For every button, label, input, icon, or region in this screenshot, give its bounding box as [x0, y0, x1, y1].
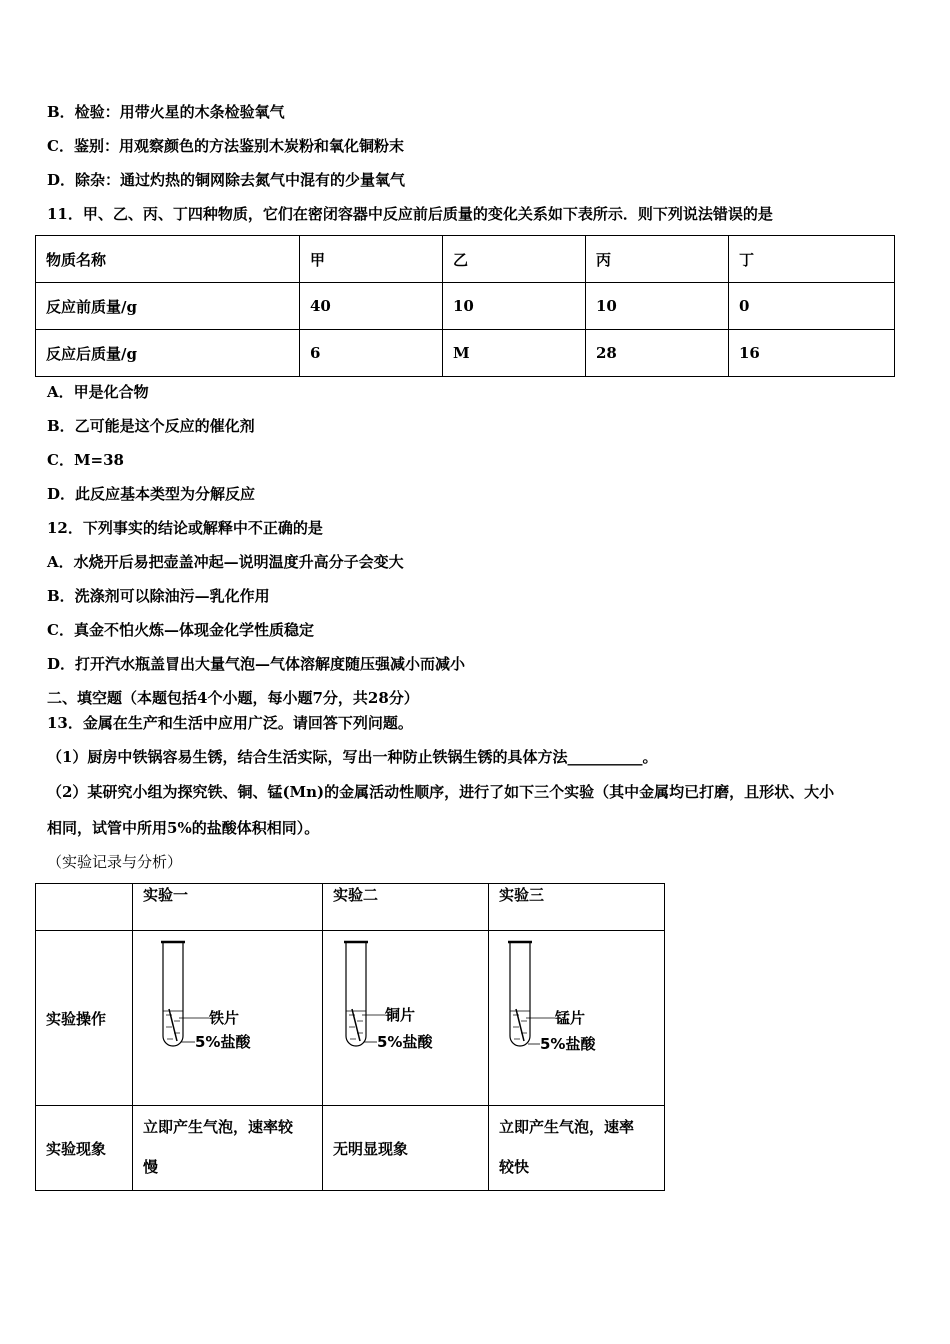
- acid-label: 5%盐酸: [195, 1033, 251, 1051]
- table-cell: [323, 1106, 489, 1191]
- metal-label: 铁片: [209, 1009, 240, 1027]
- table-row: [36, 931, 665, 1106]
- test-tube-iron-diagram: [143, 931, 313, 1101]
- q11-stem: 11．甲、乙、丙、丁四种物质，它们在密闭容器中反应前后质量的变化关系如下表所示．则下列说法错误的是: [47, 205, 773, 223]
- phenomenon-text: 立即产生气泡，速率较: [143, 1118, 294, 1136]
- table-cell: 反应后质量/g: [36, 330, 300, 377]
- q11-option-c: C．M=38: [47, 451, 124, 469]
- q12-option-d: D．打开汽水瓶盖冒出大量气泡—气体溶解度随压强减小而减小: [47, 655, 466, 673]
- table-cell: 0: [729, 283, 895, 330]
- table-cell: 实验操作: [36, 931, 133, 1106]
- table-row: [36, 283, 895, 330]
- table-cell: [133, 931, 323, 1106]
- table-cell: 丁: [729, 236, 895, 283]
- q10-option-d: D．除杂：通过灼热的铜网除去氮气中混有的少量氧气: [47, 171, 406, 189]
- table-header-row: [36, 884, 665, 931]
- metal-label: 铜片: [385, 1006, 416, 1024]
- test-tube-icon: [508, 942, 532, 1046]
- table-cell: 物质名称: [36, 236, 300, 283]
- table-cell: 反应前质量/g: [36, 283, 300, 330]
- table-cell: 10: [443, 283, 586, 330]
- table-cell: [489, 1106, 665, 1191]
- table-row: [36, 330, 895, 377]
- table-cell: [133, 1106, 323, 1191]
- q10-option-c: C．鉴别：用观察颜色的方法鉴别木炭粉和氧化铜粉末: [47, 137, 404, 155]
- q11-mass-table: [35, 235, 895, 377]
- table-cell: 甲: [300, 236, 443, 283]
- table-cell: 乙: [443, 236, 586, 283]
- phenomenon-text: 立即产生气泡，速率: [499, 1118, 635, 1136]
- table-cell: M: [443, 330, 586, 377]
- q11-option-d: D．此反应基本类型为分解反应: [47, 485, 256, 503]
- table-cell: 实验三: [489, 884, 665, 931]
- q13-part2-line2: 相同，试管中所用5%的盐酸体积相同）。: [47, 819, 320, 837]
- acid-label: 5%盐酸: [377, 1033, 433, 1051]
- metal-label: 锰片: [555, 1009, 586, 1027]
- table-cell: [489, 931, 665, 1106]
- table-cell: 40: [300, 283, 443, 330]
- table-cell: 10: [586, 283, 729, 330]
- table-cell: 实验现象: [36, 1106, 133, 1191]
- q11-option-a: A．甲是化合物: [47, 383, 149, 401]
- section-heading: 二、填空题（本题包括4个小题，每小题7分，共28分）: [47, 689, 419, 707]
- q12-option-b: B．洗涤剂可以除油污—乳化作用: [47, 587, 270, 605]
- q13-part1: （1）厨房中铁锅容易生锈，结合生活实际，写出一种防止铁锅生锈的具体方法__________。: [47, 748, 658, 766]
- table-header-row: [36, 236, 895, 283]
- table-cell: [36, 884, 133, 931]
- q12-option-c: C．真金不怕火炼—体现金化学性质稳定: [47, 621, 314, 639]
- q10-option-b: B．检验：用带火星的木条检验氧气: [47, 103, 285, 121]
- phenomenon-text: 无明显现象: [333, 1139, 409, 1158]
- phenomenon-text: 较快: [499, 1158, 530, 1176]
- table-cell: 实验一: [133, 884, 323, 931]
- test-tube-icon: [344, 942, 368, 1046]
- table-cell: [323, 931, 489, 1106]
- q12-option-a: A．水烧开后易把壶盖冲起—说明温度升高分子会变大: [47, 553, 404, 571]
- table-row: [36, 1106, 665, 1191]
- test-tube-manganese-diagram: [499, 931, 659, 1101]
- q13-stem: 13．金属在生产和生活中应用广泛。请回答下列问题。: [47, 714, 413, 732]
- experiment-record-label: （实验记录与分析）: [47, 853, 183, 871]
- table-cell: 28: [586, 330, 729, 377]
- table-cell: 6: [300, 330, 443, 377]
- q12-stem: 12．下列事实的结论或解释中不正确的是: [47, 519, 323, 537]
- q11-option-b: B．乙可能是这个反应的催化剂: [47, 417, 255, 435]
- acid-label: 5%盐酸: [540, 1035, 596, 1053]
- table-cell: 丙: [586, 236, 729, 283]
- table-cell: 16: [729, 330, 895, 377]
- test-tube-icon: [161, 942, 185, 1046]
- experiment-table: [35, 883, 665, 1191]
- q13-part2-line1: （2）某研究小组为探究铁、铜、锰(Mn)的金属活动性顺序，进行了如下三个实验（其中金属均已打磨，且形状、大小: [47, 783, 835, 801]
- test-tube-copper-diagram: [333, 931, 483, 1101]
- table-cell: 实验二: [323, 884, 489, 931]
- phenomenon-text: 慢: [143, 1158, 159, 1176]
